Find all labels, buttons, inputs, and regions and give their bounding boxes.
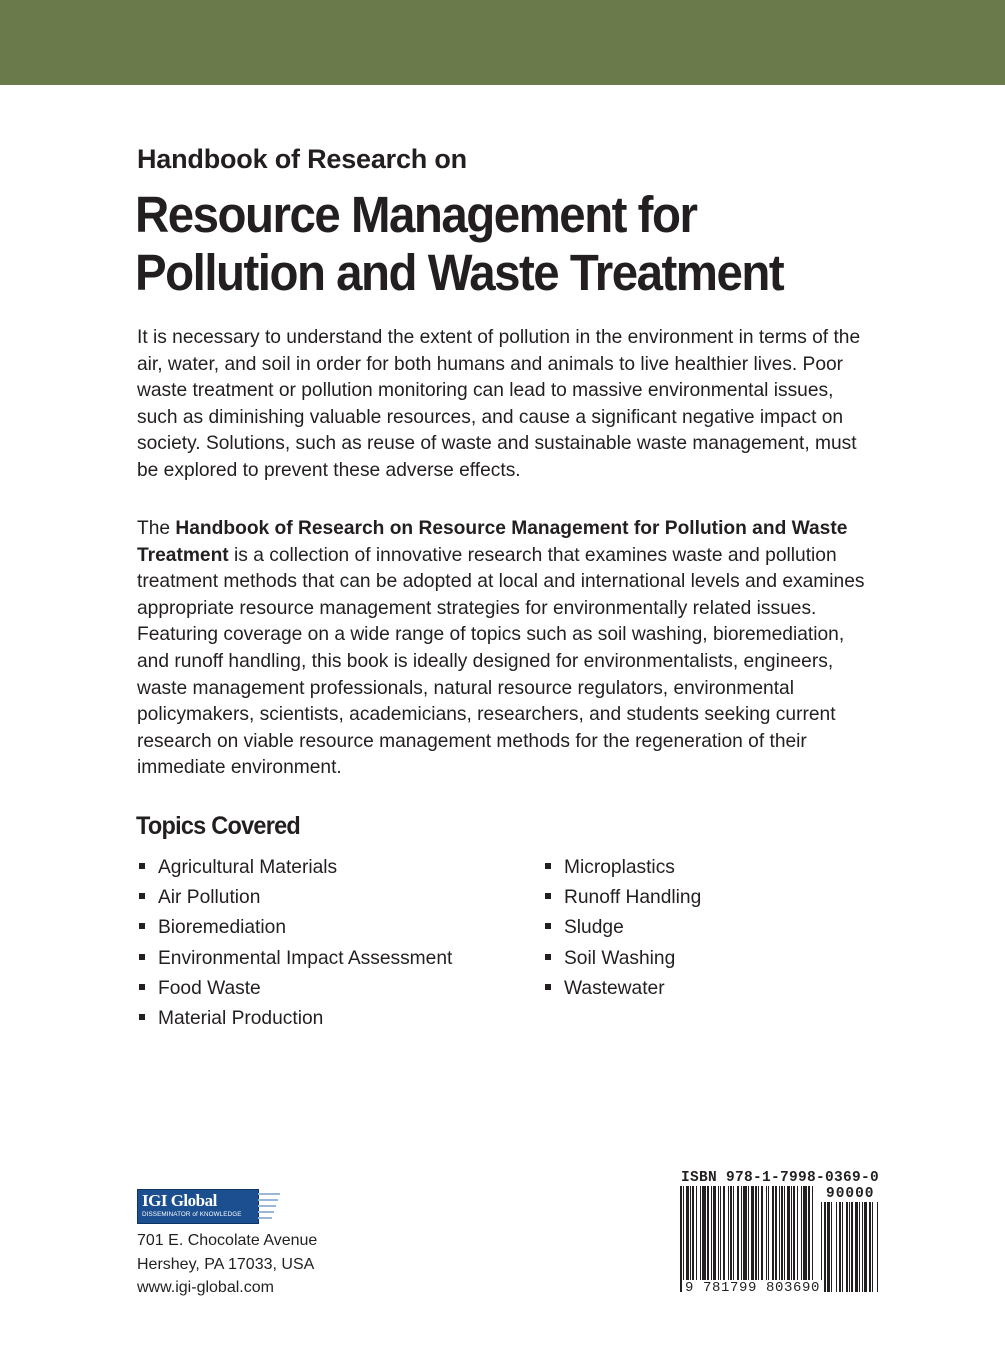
topic-item bbox=[137, 913, 452, 943]
publisher-website: www.igi-global.com bbox=[137, 1279, 274, 1296]
barcode-bar bbox=[803, 1186, 807, 1292]
bullet-icon bbox=[139, 1014, 145, 1020]
barcode-bar bbox=[700, 1186, 701, 1292]
topic-label: Soil Washing bbox=[564, 947, 676, 969]
barcode-bar bbox=[748, 1186, 749, 1292]
addon-barcode-bar bbox=[855, 1202, 858, 1292]
logo-stripes-icon bbox=[258, 1191, 284, 1221]
barcode-bar bbox=[779, 1186, 780, 1292]
barcode-bar bbox=[793, 1186, 795, 1292]
barcode-bar bbox=[683, 1186, 684, 1292]
description-paragraph-2 bbox=[137, 516, 877, 782]
topic-item bbox=[137, 883, 452, 913]
barcode-bar bbox=[730, 1186, 732, 1292]
addon-barcode-bar bbox=[842, 1202, 843, 1292]
barcode-bar bbox=[692, 1186, 694, 1292]
topic-item bbox=[543, 974, 701, 1004]
book-title bbox=[135, 186, 898, 302]
bullet-icon bbox=[545, 863, 551, 869]
publisher-logo bbox=[137, 1189, 285, 1224]
barcode-bar bbox=[768, 1186, 769, 1292]
addon-barcode-bar bbox=[827, 1202, 830, 1292]
isbn-barcode bbox=[679, 1186, 881, 1294]
addon-barcode-bar bbox=[849, 1202, 850, 1292]
topic-label: Bioremediation bbox=[158, 917, 286, 939]
description-paragraph-1: It is necessary to understand the extent of pollution in the environment in terms of the air, water, and soil in order for both humans and animals to live healthier lives. Poor waste treatment or pollution monitoring can lead to massive environmental issues, such as diminishing valuable resources, and cause a significant negative impact on society. Solutions, such as reuse of waste and sustainable waste management, must be explored to prevent these adverse effects. bbox=[137, 327, 861, 481]
barcode-bar bbox=[713, 1186, 716, 1292]
barcode-bar bbox=[696, 1186, 697, 1292]
bullet-icon bbox=[139, 984, 145, 990]
topic-label: Food Waste bbox=[158, 977, 261, 999]
topic-item bbox=[543, 853, 701, 883]
barcode-bar bbox=[743, 1186, 747, 1292]
addon-barcode-bar bbox=[862, 1202, 863, 1292]
addon-barcode-bar bbox=[872, 1202, 873, 1292]
address-line-1: 701 E. Chocolate Avenue bbox=[137, 1232, 318, 1249]
topic-label: Sludge bbox=[564, 917, 624, 939]
barcode-digits: 9 781799 803690 bbox=[685, 1280, 821, 1296]
barcode-bar bbox=[711, 1186, 712, 1292]
barcode-bar bbox=[766, 1186, 767, 1292]
topic-label: Agricultural Materials bbox=[158, 857, 338, 878]
addon-barcode-bar bbox=[836, 1202, 837, 1292]
addon-barcode-bar bbox=[824, 1202, 826, 1292]
barcode-bar bbox=[801, 1186, 802, 1292]
addon-barcode-bar bbox=[821, 1202, 822, 1292]
addon-barcode-bar bbox=[839, 1202, 841, 1292]
addon-barcode-bar bbox=[831, 1202, 832, 1292]
book-title-line2: Pollution and Waste Treatment bbox=[135, 244, 784, 301]
bullet-icon bbox=[139, 923, 145, 929]
barcode-bar bbox=[787, 1186, 790, 1292]
top-color-band bbox=[0, 0, 1005, 85]
bullet-icon bbox=[545, 893, 551, 899]
topic-item bbox=[543, 883, 701, 913]
bullet-icon bbox=[545, 984, 551, 990]
series-title: Handbook of Research on bbox=[137, 144, 467, 174]
topics-list-right bbox=[543, 853, 701, 1004]
bullet-icon bbox=[139, 893, 145, 899]
publisher-logo-box bbox=[137, 1189, 259, 1224]
barcode-bar bbox=[728, 1186, 729, 1292]
topic-label: Wastewater bbox=[564, 977, 665, 999]
bullet-icon bbox=[545, 954, 551, 960]
publisher-address bbox=[137, 1229, 317, 1300]
barcode-bar bbox=[702, 1186, 706, 1292]
topic-label: Material Production bbox=[158, 1008, 324, 1030]
addon-barcode-bar bbox=[869, 1202, 871, 1292]
bullet-icon bbox=[139, 863, 145, 869]
barcode-bar bbox=[761, 1186, 763, 1292]
addon-barcode-bar bbox=[846, 1202, 848, 1292]
barcode-bar bbox=[808, 1186, 810, 1292]
barcode-bar bbox=[755, 1186, 757, 1292]
addon-barcode-bar bbox=[851, 1202, 853, 1292]
topic-item bbox=[137, 853, 452, 883]
addon-barcode-bar bbox=[864, 1202, 867, 1292]
topic-label: Air Pollution bbox=[158, 887, 261, 909]
address-line-2: Hershey, PA 17033, USA bbox=[137, 1255, 315, 1273]
publisher-logo-name: IGI Global bbox=[142, 1191, 217, 1210]
topics-heading: Topics Covered bbox=[136, 812, 301, 840]
topic-item bbox=[137, 974, 452, 1004]
barcode-bar bbox=[733, 1186, 734, 1292]
isbn-label: ISBN 978-1-7998-0369-0 bbox=[681, 1170, 880, 1186]
barcode-bar bbox=[784, 1186, 785, 1292]
topic-item bbox=[137, 944, 452, 974]
barcode-bar bbox=[680, 1186, 682, 1292]
publisher-logo-tagline: DISSEMINATOR of KNOWLEDGE bbox=[142, 1211, 242, 1218]
barcode-bar bbox=[741, 1186, 742, 1292]
barcode-bar bbox=[781, 1186, 783, 1292]
barcode-bar bbox=[690, 1186, 691, 1292]
barcode-bar bbox=[758, 1186, 759, 1292]
barcode-bar bbox=[791, 1186, 792, 1292]
barcode-bar bbox=[686, 1186, 689, 1292]
bullet-icon bbox=[545, 923, 551, 929]
topic-item bbox=[137, 1004, 452, 1034]
paragraph-2-rest: is a collection of innovative research that examines waste and pollution treatment methods that can be adopted at local and international levels and examines appropriate resource management strategies for environmentally related issues. Featuring coverage on a wide range of topics such as soil washing, bioremediation, and runoff handling, this book is ideally designed for environmentalists, engineers, waste management professionals, natural resource regulators, environmental policymakers, scientists, academicians, researchers, and students seeking current research on viable resource management methods for the regeneration of their immediate environment. bbox=[137, 544, 865, 779]
barcode-bar bbox=[751, 1186, 754, 1292]
barcode-bar bbox=[718, 1186, 719, 1292]
book-title-line1: Resource Management for bbox=[135, 186, 697, 243]
barcode-bar bbox=[723, 1186, 725, 1292]
topic-item bbox=[543, 913, 701, 943]
price-code: 90000 bbox=[826, 1186, 875, 1202]
topic-label: Environmental Impact Assessment bbox=[158, 947, 453, 969]
barcode-bar bbox=[707, 1186, 709, 1292]
barcode-bar bbox=[737, 1186, 739, 1292]
barcode-bar bbox=[812, 1186, 813, 1292]
paragraph-2-book-title: Handbook of Research on Resource Management for Pollution and Waste Treatment bbox=[137, 518, 848, 566]
barcode-bar bbox=[720, 1186, 721, 1292]
bullet-icon bbox=[139, 954, 145, 960]
addon-barcode-bar bbox=[859, 1202, 860, 1292]
addon-barcode-bar bbox=[877, 1202, 878, 1292]
barcode-bar bbox=[797, 1186, 798, 1292]
topic-label: Runoff Handling bbox=[564, 887, 702, 909]
paragraph-2-lead: The bbox=[137, 518, 176, 539]
topic-item bbox=[543, 944, 701, 974]
barcode-bar bbox=[772, 1186, 774, 1292]
barcode-bar bbox=[775, 1186, 777, 1292]
topic-label: Microplastics bbox=[564, 857, 675, 878]
topics-list-left bbox=[137, 853, 452, 1034]
